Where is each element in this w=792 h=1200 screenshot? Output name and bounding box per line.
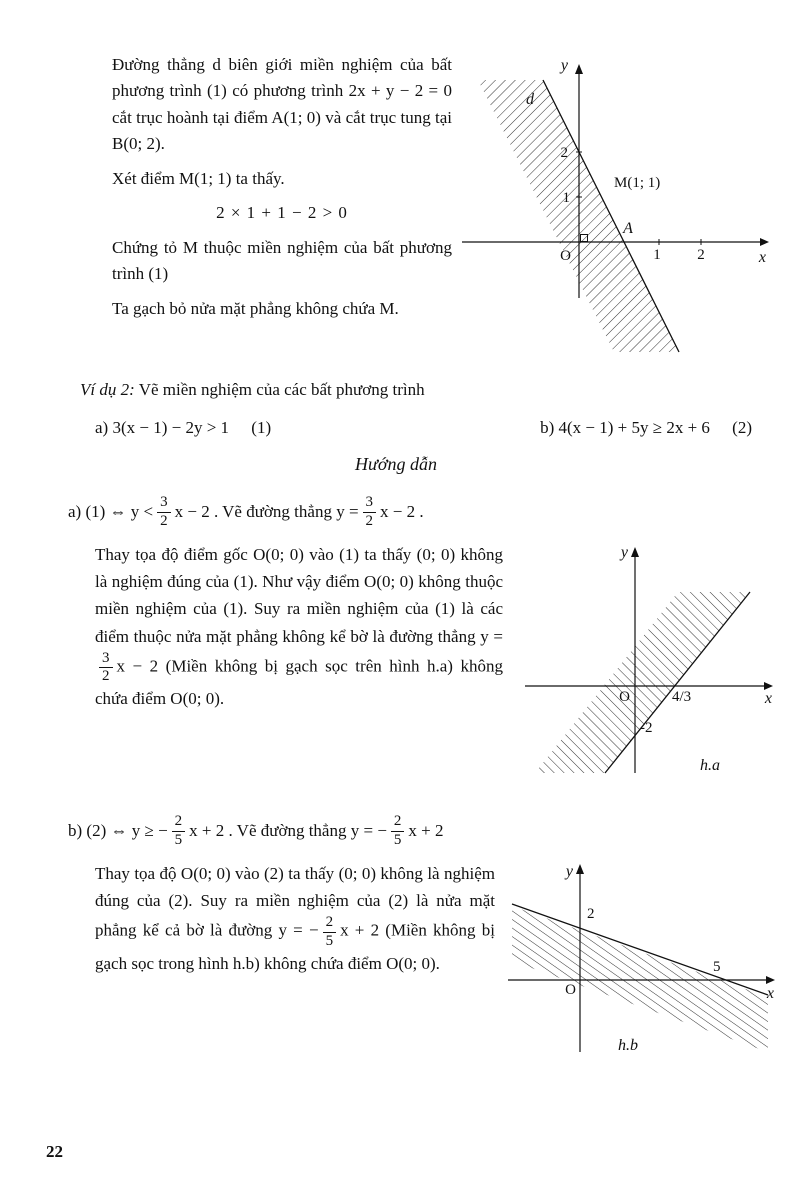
y-axis-label: y bbox=[620, 544, 628, 561]
origin-label: O bbox=[560, 248, 571, 264]
y-intercept-label: -2 bbox=[640, 720, 653, 736]
y-axis-arrow-icon bbox=[631, 547, 639, 557]
intro-formula: 2 × 1 + 1 − 2 > 0 bbox=[216, 202, 348, 222]
intro-text-column bbox=[112, 52, 452, 369]
x-axis-arrow-icon bbox=[766, 976, 775, 984]
part-a-lead-2: x − 2 . Vẽ đường thẳng y = bbox=[174, 501, 359, 521]
item-a-number: (1) bbox=[251, 417, 272, 437]
figure-hb-svg bbox=[500, 860, 782, 1062]
intro-paragraph-1: Đường thẳng d biên giới miền nghiệm của bất phương trình (1) có phương trình 2x + y − 2 = 0 cắt trục hoành tại điểm A(1; 0) và cắt trục tung tại B(0; 2). bbox=[112, 55, 452, 154]
item-b bbox=[540, 415, 752, 441]
fraction-3-2: $\frac{3}{2}$ bbox=[157, 494, 171, 530]
origin-label: O bbox=[619, 689, 630, 705]
fraction-2-5: $\frac{2}{5}$ bbox=[323, 914, 337, 950]
x-intercept-label: 5 bbox=[713, 959, 721, 975]
fraction-2-5: $\frac{2}{5}$ bbox=[391, 813, 405, 849]
x-tick-1: 1 bbox=[653, 247, 661, 263]
part-b-section bbox=[0, 860, 792, 1067]
figure-caption: h.b bbox=[618, 1037, 638, 1054]
point-m-label: M(1; 1) bbox=[614, 175, 661, 191]
part-a-body-2: x − 2 (Miền không bị gạch sọc trên hình h.a) không chứa điểm O(0; 0). bbox=[95, 656, 503, 709]
point-a-label: A bbox=[623, 220, 633, 237]
example2-items bbox=[0, 415, 792, 441]
figure-h-b bbox=[500, 860, 782, 1067]
part-b-body bbox=[95, 860, 495, 977]
figure1-svg bbox=[454, 52, 774, 364]
guide-title: Hướng dẫn bbox=[355, 454, 437, 474]
page-number: 22 bbox=[46, 1142, 63, 1161]
y-axis-arrow-icon bbox=[575, 64, 583, 74]
figure-ha-svg bbox=[520, 541, 782, 789]
part-a-lead-1: a) (1) ⇔ y < bbox=[68, 501, 154, 521]
x-intercept-label: 4/3 bbox=[672, 689, 692, 705]
x-tick-2: 2 bbox=[697, 247, 705, 263]
figure-line-2x-plus-y bbox=[454, 52, 774, 369]
y-axis-arrow-icon bbox=[576, 864, 584, 874]
fraction-3-2: $\frac{3}{2}$ bbox=[99, 650, 113, 686]
intro-paragraph-3: Chứng tỏ M thuộc miền nghiệm của bất phương trình (1) bbox=[112, 237, 452, 284]
part-b-text-column bbox=[95, 860, 495, 1067]
intro-paragraph-2: Xét điểm M(1; 1) ta thấy. bbox=[112, 169, 285, 189]
y-axis-label: y bbox=[565, 863, 573, 880]
item-a bbox=[95, 415, 271, 441]
part-a-body bbox=[95, 541, 503, 712]
x-axis-label: x bbox=[758, 249, 766, 266]
part-a-text-column bbox=[95, 541, 503, 794]
fraction-2-5: $\frac{2}{5}$ bbox=[172, 813, 186, 849]
y-axis-label: y bbox=[560, 57, 568, 74]
x-axis-arrow-icon bbox=[764, 682, 773, 690]
part-b-body-1: Thay tọa độ O(0; 0) vào (2) ta thấy (0; 0) không là nghiệm đúng của (2). Suy ra miền nghiệm của (2) là nửa mặt phẳng kể cả bờ là đường y = − bbox=[95, 864, 495, 941]
part-a-body-1: Thay tọa độ điểm gốc O(0; 0) vào (1) ta thấy (0; 0) không là nghiệm đúng của (1). Như vậy điểm O(0; 0) không thuộc miền nghiệm của (1). Suy ra miền nghiệm của (1) là các điểm thuộc nửa mặt phẳng không kể bờ là đường thẳng y = bbox=[95, 545, 503, 646]
origin-label: O bbox=[565, 982, 576, 998]
figure-caption: h.a bbox=[700, 757, 720, 774]
hatched-region bbox=[535, 592, 750, 773]
part-b-body-2: x + 2 (Miền không bị gạch sọc trong hình h.b) không chứa điểm O(0; 0). bbox=[95, 921, 496, 973]
part-b-lead-2: x + 2 . Vẽ đường thẳng y = − bbox=[189, 820, 387, 840]
x-axis-label: x bbox=[766, 985, 774, 1002]
item-b-number: (2) bbox=[732, 417, 752, 437]
x-axis-arrow-icon bbox=[760, 238, 769, 246]
hatched-region bbox=[512, 906, 768, 1052]
fraction-3-2: $\frac{3}{2}$ bbox=[363, 494, 377, 530]
y-tick-1: 1 bbox=[562, 190, 570, 206]
item-a-expression: a) 3(x − 1) − 2y > 1 bbox=[95, 417, 230, 437]
part-a-section bbox=[0, 541, 792, 794]
part-a-heading bbox=[0, 489, 792, 535]
part-b-lead-3: x + 2 bbox=[408, 820, 444, 840]
intro-paragraph-4: Ta gạch bỏ nửa mặt phẳng không chứa M. bbox=[112, 299, 399, 319]
item-b-expression: b) 4(x − 1) + 5y ≥ 2x + 6 bbox=[540, 417, 710, 437]
figure-h-a bbox=[520, 541, 782, 794]
example2-line bbox=[0, 377, 792, 403]
x-axis-label: x bbox=[764, 690, 772, 707]
y-tick-2: 2 bbox=[560, 145, 568, 161]
part-b-lead-1: b) (2) ⇔ y ≥ − bbox=[68, 820, 168, 840]
example2-label: Ví dụ 2: bbox=[80, 380, 135, 399]
part-a-lead-3: x − 2 . bbox=[380, 501, 424, 521]
example2-intro-text: Vẽ miền nghiệm của các bất phương trình bbox=[134, 380, 425, 399]
line-d-label: d bbox=[526, 91, 534, 108]
part-b-heading bbox=[0, 808, 792, 854]
y-intercept-label: 2 bbox=[587, 906, 595, 922]
intro-section bbox=[0, 52, 792, 369]
